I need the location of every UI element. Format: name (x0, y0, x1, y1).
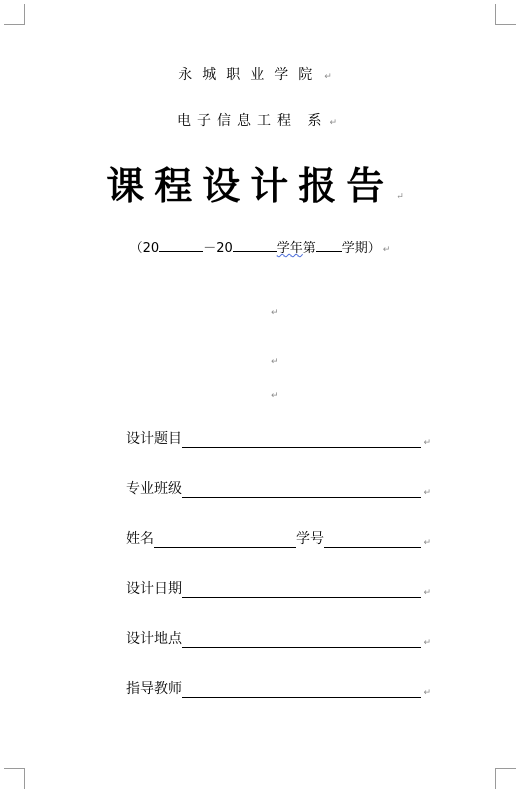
paragraph-mark-icon: ↵ (423, 538, 431, 548)
student-id-input-line[interactable] (324, 531, 421, 548)
design-topic-input-line[interactable] (182, 431, 421, 448)
paragraph-mark-icon: ↵ (423, 488, 431, 498)
year-label: 学年 (276, 241, 303, 256)
paragraph-mark-icon: ↵ (382, 245, 391, 255)
academic-term-line (0, 237, 520, 256)
end-year-blank[interactable] (233, 238, 277, 252)
name-input-line[interactable] (154, 531, 296, 548)
field-name-id (126, 528, 431, 548)
field-label: 指导教师 (126, 681, 182, 697)
department-name-text: 电子信息工程 系 (177, 113, 328, 129)
field-label: 设计地点 (126, 631, 182, 647)
field-class (126, 478, 431, 498)
student-id-label: 学号 (296, 531, 324, 547)
start-year-blank[interactable] (159, 238, 203, 252)
term-open: （20 (129, 241, 160, 256)
field-design-location (126, 628, 431, 648)
class-input-line[interactable] (182, 481, 421, 498)
paragraph-mark-icon: ↵ (271, 308, 279, 318)
report-title-text: 课程设计报告 (106, 163, 395, 208)
advisor-input-line[interactable] (182, 681, 421, 698)
crop-mark-top-right (495, 4, 516, 25)
paragraph-mark-icon: ↵ (423, 438, 431, 448)
field-design-topic (126, 428, 431, 448)
field-advisor (126, 678, 431, 698)
crop-mark-top-left (4, 4, 25, 25)
school-name-text: 永城职业学院 (178, 67, 323, 83)
field-label: 设计题目 (126, 431, 182, 447)
field-label: 设计日期 (126, 581, 182, 597)
paragraph-mark-icon: ↵ (271, 391, 279, 401)
nth-label: 第 (302, 241, 316, 256)
paragraph-mark-icon: ↵ (324, 72, 342, 82)
semester-blank[interactable] (316, 238, 342, 252)
semester-close: 学期） (341, 241, 381, 256)
crop-mark-bottom-right (495, 768, 516, 789)
term-dash: －20 (203, 241, 233, 256)
field-label: 姓名 (126, 531, 154, 547)
department-name (0, 110, 520, 130)
design-date-input-line[interactable] (182, 581, 421, 598)
field-design-date (126, 578, 431, 598)
paragraph-mark-icon: ↵ (271, 357, 279, 367)
paragraph-mark-icon: ↵ (329, 118, 343, 128)
paragraph-mark-icon: ↵ (423, 688, 431, 698)
design-location-input-line[interactable] (182, 631, 421, 648)
report-title (0, 155, 520, 210)
paragraph-mark-icon: ↵ (396, 192, 414, 202)
paragraph-mark-icon: ↵ (423, 588, 431, 598)
paragraph-mark-icon: ↵ (423, 638, 431, 648)
crop-mark-bottom-left (4, 768, 25, 789)
school-name (0, 64, 520, 84)
field-label: 专业班级 (126, 481, 182, 497)
